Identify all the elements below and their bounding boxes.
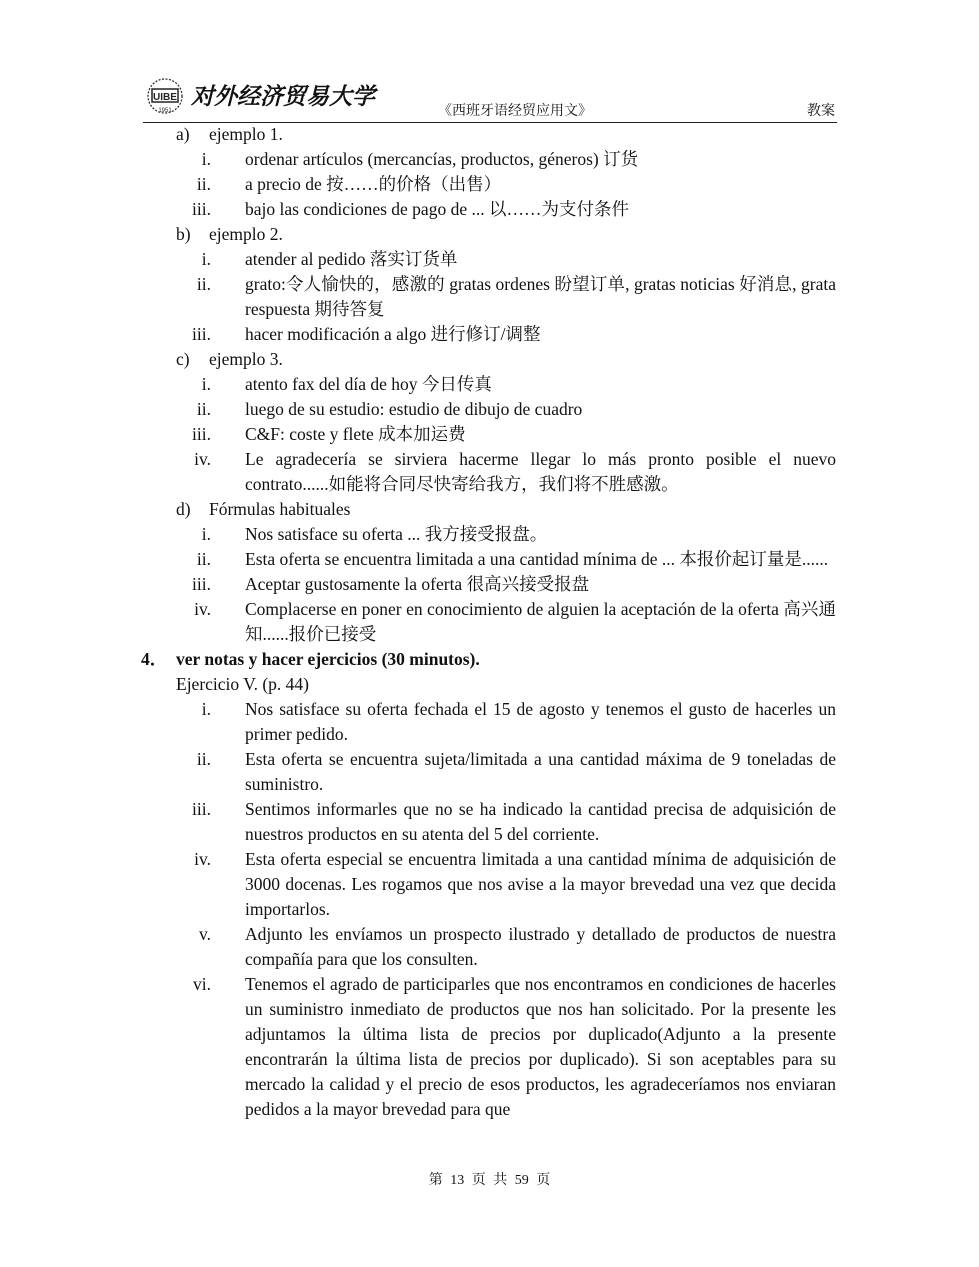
item-number: vi. [193,974,211,994]
document-body [0,122,979,1122]
exercise-subtitle: Ejercicio V. (p. 44) [176,674,310,694]
item-text: bajo las condiciones de pago de ... 以……为支付条件 [245,199,629,219]
svg-text:UIBE: UIBE [153,92,177,103]
document-label: 教案 [807,104,835,119]
svg-text:1951: 1951 [158,108,172,114]
section-marker: b) [176,224,191,244]
list-item [0,322,836,347]
item-text: C&F: coste y flete 成本加运费 [245,424,466,444]
item-text: luego de su estudio: estudio de dibujo de cuadro [245,399,583,419]
list-item [0,697,836,747]
item-number: iii. [192,799,211,819]
list-item [0,847,836,922]
item-number: i. [201,699,211,719]
item-text: Esta oferta especial se encuentra limitada a una cantidad mínima de adquisición de 3000 docenas. Les rogamos que nos avise a la mayor brevedad una vez que decida importarlos. [245,849,836,919]
main-item-title: ver notas y hacer ejercicios (30 minutos). [176,649,480,669]
document-title: 《西班牙语经贸应用文》 [438,104,592,119]
item-number: i. [201,374,211,394]
section-c [0,347,979,497]
section-title: ejemplo 3. [209,349,283,369]
list-item [0,972,836,1122]
item-number: ii. [196,749,211,769]
list-item [0,422,836,447]
item-text: a precio de 按……的价格（出售） [245,174,502,194]
section-title: ejemplo 2. [209,224,283,244]
list-item [0,547,836,572]
item-text: Tenemos el agrado de participarles que nos encontramos en condiciones de hacerles un suministro inmediato de productos que nos han solicitado. Por la presente les adjuntamos la última lista de precios por duplicado(Adjunto a la presente encontrarán la última lista de precios por duplicado). Si son aceptables para su mercado la calidad y el precio de esos productos, les agradeceríamos nos enviaran pedidos a la mayor brevedad para que [245,974,836,1119]
university-logo [143,76,375,120]
list-item [0,747,836,797]
item-number: ii. [196,549,211,569]
item-number: iv. [194,599,211,619]
item-text: Le agradecería se sirviera hacerme llegar lo más pronto posible el nuevo contrato......如能将合同尽快寄给我方，我们将不胜感激。 [245,449,836,494]
list-item [0,522,836,547]
main-item-marker: 4． [141,649,168,669]
list-item [0,597,836,647]
list-item [0,172,836,197]
page-header [143,76,837,123]
section-b [0,222,979,347]
item-number: iv. [194,849,211,869]
item-text: grato:令人愉快的，感激的 gratas ordenes 盼望订单, gratas noticias 好消息, grata respuesta 期待答复 [245,274,836,319]
item-text: Sentimos informarles que no se ha indicado la cantidad precisa de adquisición de nuestros productos en su atenta del 5 del corriente. [245,799,836,844]
list-item [0,797,836,847]
item-number: iii. [192,574,211,594]
main-item-4 [0,647,979,1122]
section-a [0,122,979,222]
item-number: ii. [196,174,211,194]
list-item [0,922,836,972]
item-text: Nos satisface su oferta ... 我方接受报盘。 [245,524,548,544]
item-text: Esta oferta se encuentra limitada a una cantidad mínima de ... 本报价起订量是...... [245,549,829,569]
section-title: ejemplo 1. [209,124,283,144]
item-text: hacer modificación a algo 进行修订/调整 [245,324,541,344]
item-number: ii. [196,274,211,294]
item-number: i. [201,524,211,544]
item-text: atender al pedido 落实订货单 [245,249,458,269]
item-number: iv. [194,449,211,469]
list-item [0,397,836,422]
item-number: i. [201,249,211,269]
list-item [0,372,836,397]
list-item [0,147,836,172]
list-item [0,447,836,497]
item-text: ordenar artículos (mercancías, productos, géneros) 订货 [245,149,639,169]
item-number: iii. [192,424,211,444]
item-text: Aceptar gustosamente la oferta 很高兴接受报盘 [245,574,590,594]
item-number: iii. [192,324,211,344]
list-item [0,247,836,272]
list-item [0,572,836,597]
item-number: v. [199,924,211,944]
item-text: Adjunto les envíamos un prospecto ilustrado y detallado de productos de nuestra compañía para que los consulten. [245,924,836,969]
section-d [0,497,979,647]
item-text: Esta oferta se encuentra sujeta/limitada a una cantidad máxima de 9 toneladas de suministro. [245,749,836,794]
list-item [0,272,836,322]
section-title: Fórmulas habituales [209,499,351,519]
list-item [0,197,836,222]
item-number: i. [201,149,211,169]
item-text: Nos satisface su oferta fechada el 15 de agosto y tenemos el gusto de hacerles un primer pedido. [245,699,836,744]
item-number: iii. [192,199,211,219]
item-text: atento fax del día de hoy 今日传真 [245,374,492,394]
item-number: ii. [196,399,211,419]
section-marker: d) [176,499,191,519]
item-text: Complacerse en poner en conocimiento de alguien la aceptación de la oferta 高兴通知......报价已接受 [245,599,836,644]
svg-text:对外经济贸易大学: 对外经济贸易大学 [191,83,375,110]
section-marker: c) [176,349,190,369]
page-footer: 第 13 页 共 59 页 [428,1173,551,1188]
section-marker: a) [176,124,190,144]
